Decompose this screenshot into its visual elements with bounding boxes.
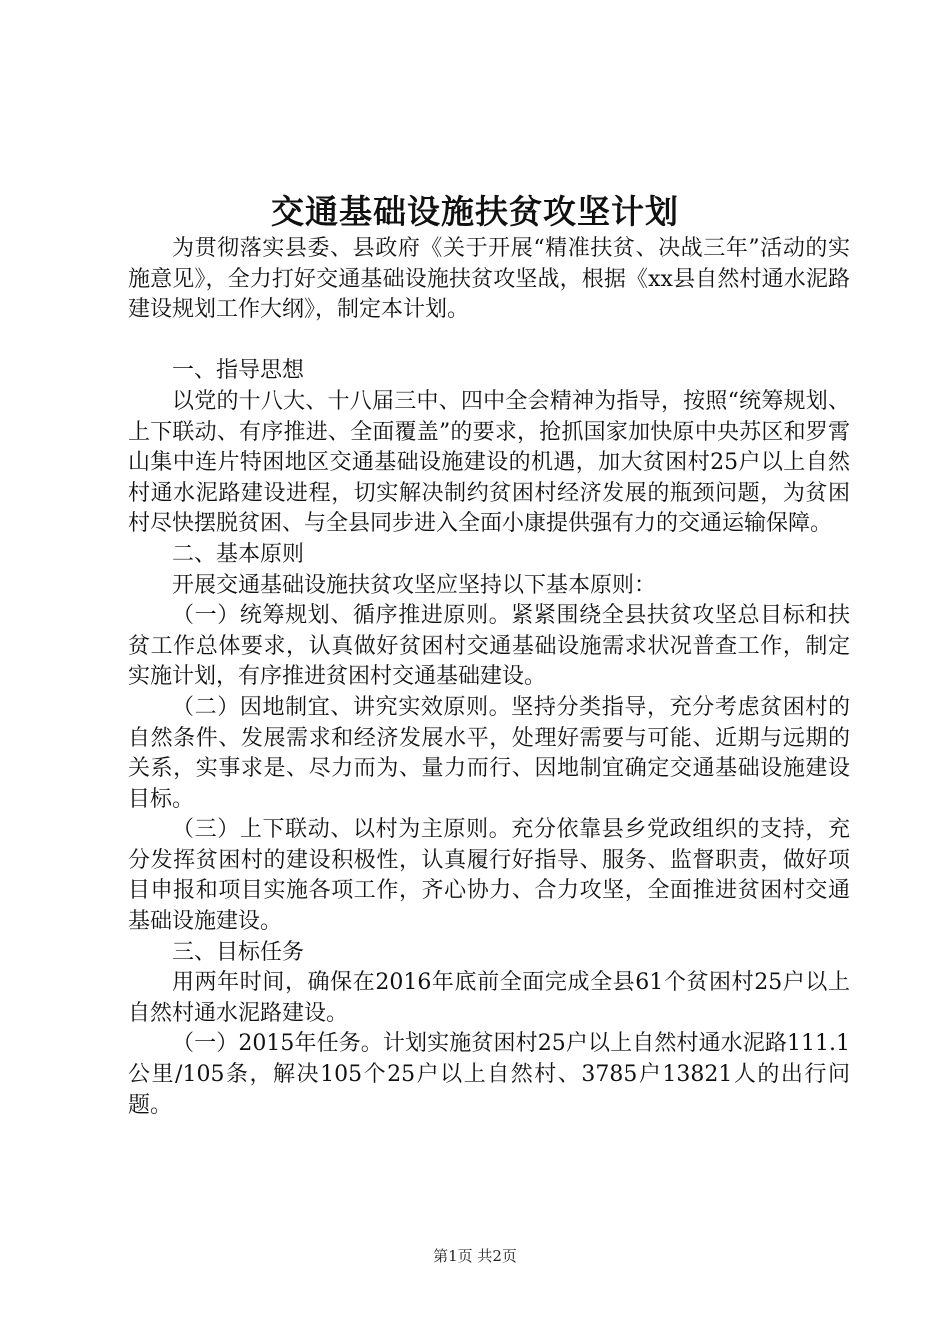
targets-paragraph: 用两年时间，确保在2016年底前全面完成全县61个贫困村25户以上自然村通水泥路建设。 (128, 970, 850, 1026)
principle-3-paragraph: （三）上下联动、以村为主原则。充分依靠县乡党政组织的支持，充分发挥贫困村的建设积极性，认真履行好指导、服务、监督职责，做好项目申报和项目实施各项工作，齐心协力、合力攻坚，全面推进贫困村交通基础设施建设。 (128, 817, 850, 935)
page-footer: 第1页 共2页 (433, 1247, 517, 1265)
section-heading-targets: 三、目标任务 (172, 939, 305, 965)
task-2015-paragraph: （一）2015年任务。计划实施贫困村25户以上自然村通水泥路111.1公里/105条，解决105个25户以上自然村、3785户13821人的出行问题。 (128, 1031, 850, 1118)
section-heading-guiding-thought: 一、指导思想 (172, 358, 305, 384)
document-title: 交通基础设施扶贫攻坚计划 (271, 192, 679, 231)
principle-2-paragraph: （二）因地制宜、讲究实效原则。坚持分类指导，充分考虑贫困村的自然条件、发展需求和经济发展水平，处理好需要与可能、近期与远期的关系，实事求是、尽力而为、量力而行、因地制宜确定交通基础设施建设目标。 (128, 694, 850, 812)
section-heading-basic-principles: 二、基本原则 (172, 541, 305, 567)
intro-paragraph: 为贯彻落实县委、县政府《关于开展“精准扶贫、决战三年”活动的实施意见》，全力打好交通基础设施扶贫攻坚战，根据《xx县自然村通水泥路建设规划工作大纲》，制定本计划。 (128, 236, 850, 323)
principle-1-paragraph: （一）统筹规划、循序推进原则。紧紧围绕全县扶贫攻坚总目标和扶贫工作总体要求，认真做好贫困村交通基础设施需求状况普查工作，制定实施计划，有序推进贫困村交通基础建设。 (128, 603, 850, 690)
principles-intro-paragraph: 开展交通基础设施扶贫攻坚应坚持以下基本原则： (172, 572, 657, 598)
guiding-thought-paragraph: 以党的十八大、十八届三中、四中全会精神为指导，按照“统筹规划、上下联动、有序推进、全面覆盖”的要求，抢抓国家加快原中央苏区和罗霄山集中连片特困地区交通基础设施建设的机遇，加大贫困村25户以上自然村通水泥路建设进程，切实解决制约贫困村经济发展的瓶颈问题，为贫困村尽快摆脱贫困、与全县同步进入全面小康提供强有力的交通运输保障。 (128, 388, 850, 537)
document-body (128, 234, 850, 1121)
